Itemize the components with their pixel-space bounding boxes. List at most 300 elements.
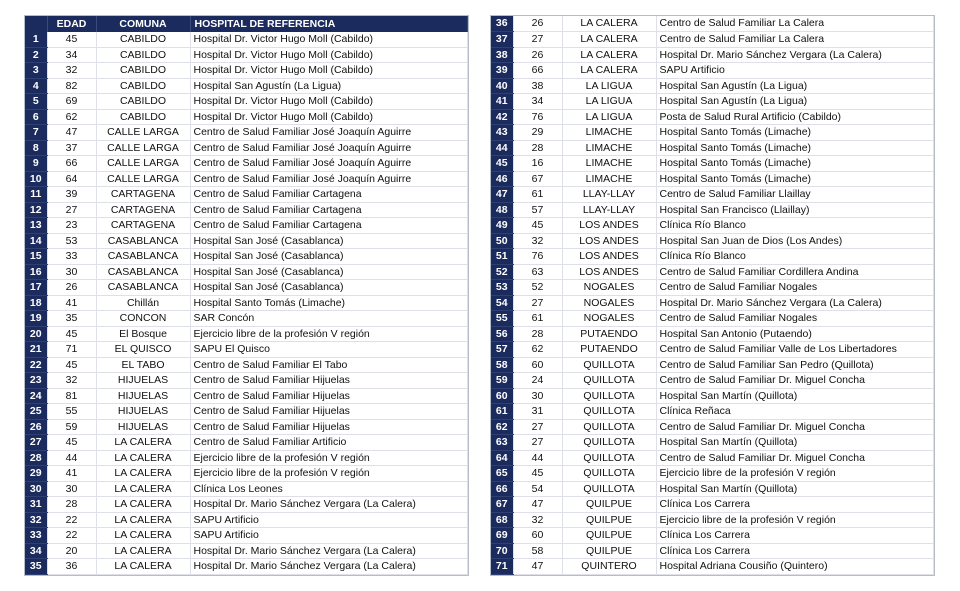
- hospital-cell: Centro de Salud Familiar La Calera: [656, 16, 934, 32]
- commune-cell: CABILDO: [96, 109, 190, 125]
- age-cell: 62: [47, 109, 96, 125]
- commune-cell: LIMACHE: [562, 156, 656, 172]
- row-number: 41: [491, 94, 513, 110]
- commune-header: COMUNA: [96, 16, 190, 32]
- row-number: 66: [491, 481, 513, 497]
- age-cell: 45: [47, 357, 96, 373]
- age-cell: 28: [513, 140, 562, 156]
- table-row: [25, 125, 468, 141]
- row-number: 68: [491, 512, 513, 528]
- commune-cell: CASABLANCA: [96, 249, 190, 265]
- row-number: 51: [491, 249, 513, 265]
- hospital-cell: Clínica Los Carrera: [656, 543, 934, 559]
- row-number: 17: [25, 280, 47, 296]
- age-cell: 45: [513, 218, 562, 234]
- row-number: 34: [25, 543, 47, 559]
- row-number: 48: [491, 202, 513, 218]
- commune-cell: NOGALES: [562, 295, 656, 311]
- hospital-cell: Ejercicio libre de la profesión V región: [656, 466, 934, 482]
- age-cell: 66: [513, 63, 562, 79]
- row-number: 19: [25, 311, 47, 327]
- left-table: [24, 15, 469, 576]
- commune-cell: LA CALERA: [96, 466, 190, 482]
- hospital-cell: Centro de Salud Familiar Dr. Miguel Concha: [656, 419, 934, 435]
- table-row: [25, 342, 468, 358]
- hospital-cell: Hospital San Martín (Quillota): [656, 388, 934, 404]
- age-cell: 30: [513, 388, 562, 404]
- hospital-cell: Hospital Adriana Cousiño (Quintero): [656, 559, 934, 575]
- hospital-cell: Hospital Dr. Mario Sánchez Vergara (La Calera): [656, 47, 934, 63]
- hospital-cell: Hospital Dr. Victor Hugo Moll (Cabildo): [190, 94, 468, 110]
- hospital-cell: Centro de Salud Familiar Cordillera Andina: [656, 264, 934, 280]
- commune-cell: HIJUELAS: [96, 404, 190, 420]
- commune-cell: CASABLANCA: [96, 264, 190, 280]
- right-table: [490, 15, 935, 576]
- age-cell: 34: [513, 94, 562, 110]
- row-number: 35: [25, 559, 47, 575]
- age-cell: 63: [513, 264, 562, 280]
- row-number: 60: [491, 388, 513, 404]
- commune-cell: EL TABO: [96, 357, 190, 373]
- age-cell: 69: [47, 94, 96, 110]
- table-row: [25, 497, 468, 513]
- row-number: 9: [25, 156, 47, 172]
- age-cell: 32: [47, 63, 96, 79]
- hospital-cell: Centro de Salud Familiar Nogales: [656, 311, 934, 327]
- table-row: [25, 373, 468, 389]
- header-row: [25, 16, 468, 32]
- age-cell: 45: [47, 326, 96, 342]
- table-row: [25, 249, 468, 265]
- commune-cell: QUILPUE: [562, 543, 656, 559]
- table-row: [491, 419, 934, 435]
- table-row: [491, 171, 934, 187]
- commune-cell: QUILLOTA: [562, 373, 656, 389]
- hospital-cell: Hospital San Agustín (La Ligua): [656, 78, 934, 94]
- commune-cell: CARTAGENA: [96, 218, 190, 234]
- row-number: 16: [25, 264, 47, 280]
- hospital-cell: Centro de Salud Familiar San Pedro (Quillota): [656, 357, 934, 373]
- hospital-cell: Hospital San Antonio (Putaendo): [656, 326, 934, 342]
- age-cell: 44: [47, 450, 96, 466]
- commune-cell: LA CALERA: [562, 47, 656, 63]
- hospital-cell: Centro de Salud Familiar Valle de Los Libertadores: [656, 342, 934, 358]
- hospital-cell: Hospital Dr. Victor Hugo Moll (Cabildo): [190, 32, 468, 48]
- commune-cell: LOS ANDES: [562, 249, 656, 265]
- row-number: 27: [25, 435, 47, 451]
- row-number: 1: [25, 32, 47, 48]
- age-cell: 20: [47, 543, 96, 559]
- commune-cell: LOS ANDES: [562, 218, 656, 234]
- age-cell: 41: [47, 295, 96, 311]
- table-row: [25, 466, 468, 482]
- row-number: 40: [491, 78, 513, 94]
- commune-cell: CASABLANCA: [96, 280, 190, 296]
- commune-cell: LA LIGUA: [562, 78, 656, 94]
- hospital-cell: SAPU El Quisco: [190, 342, 468, 358]
- hospital-cell: Hospital Dr. Victor Hugo Moll (Cabildo): [190, 47, 468, 63]
- row-number: 50: [491, 233, 513, 249]
- commune-cell: QUILLOTA: [562, 466, 656, 482]
- hospital-cell: Ejercicio libre de la profesión V región: [190, 450, 468, 466]
- age-cell: 45: [47, 32, 96, 48]
- commune-cell: NOGALES: [562, 280, 656, 296]
- row-number: 63: [491, 435, 513, 451]
- table-row: [491, 528, 934, 544]
- age-cell: 54: [513, 481, 562, 497]
- row-number: 55: [491, 311, 513, 327]
- age-cell: 57: [513, 202, 562, 218]
- hospital-cell: SAPU Artificio: [656, 63, 934, 79]
- hospital-cell: Centro de Salud Familiar Llaillay: [656, 187, 934, 203]
- commune-cell: QUILPUE: [562, 497, 656, 513]
- hospital-cell: Hospital Santo Tomás (Limache): [656, 156, 934, 172]
- commune-cell: EL QUISCO: [96, 342, 190, 358]
- table-row: [25, 450, 468, 466]
- hospital-cell: Hospital Dr. Mario Sánchez Vergara (La Calera): [656, 295, 934, 311]
- row-number: 13: [25, 218, 47, 234]
- commune-cell: HIJUELAS: [96, 388, 190, 404]
- commune-cell: CASABLANCA: [96, 233, 190, 249]
- row-number: 39: [491, 63, 513, 79]
- age-cell: 52: [513, 280, 562, 296]
- table-row: [491, 497, 934, 513]
- age-cell: 76: [513, 249, 562, 265]
- commune-cell: LIMACHE: [562, 140, 656, 156]
- commune-cell: CABILDO: [96, 32, 190, 48]
- hospital-cell: Hospital San José (Casablanca): [190, 233, 468, 249]
- row-number: 56: [491, 326, 513, 342]
- hospital-cell: SAPU Artificio: [190, 528, 468, 544]
- age-cell: 66: [47, 156, 96, 172]
- hospital-header: HOSPITAL DE REFERENCIA: [190, 16, 468, 32]
- table-row: [491, 388, 934, 404]
- age-cell: 45: [47, 435, 96, 451]
- table-row: [25, 233, 468, 249]
- table-row: [491, 543, 934, 559]
- commune-cell: QUILLOTA: [562, 357, 656, 373]
- age-cell: 29: [513, 125, 562, 141]
- row-number: 52: [491, 264, 513, 280]
- hospital-cell: Hospital Dr. Mario Sánchez Vergara (La Calera): [190, 559, 468, 575]
- row-number: 21: [25, 342, 47, 358]
- row-number: 69: [491, 528, 513, 544]
- table-row: [25, 435, 468, 451]
- hospital-cell: Centro de Salud Familiar Cartagena: [190, 202, 468, 218]
- row-number: 25: [25, 404, 47, 420]
- left-table-body: [25, 32, 468, 575]
- row-number: 30: [25, 481, 47, 497]
- commune-cell: LA CALERA: [96, 528, 190, 544]
- commune-cell: LA LIGUA: [562, 94, 656, 110]
- table-row: [491, 63, 934, 79]
- table-row: [491, 94, 934, 110]
- row-number: 6: [25, 109, 47, 125]
- age-cell: 33: [47, 249, 96, 265]
- hospital-cell: Hospital Dr. Victor Hugo Moll (Cabildo): [190, 63, 468, 79]
- commune-cell: CALLE LARGA: [96, 125, 190, 141]
- row-number: 7: [25, 125, 47, 141]
- row-number: 12: [25, 202, 47, 218]
- row-number: 11: [25, 187, 47, 203]
- commune-cell: CABILDO: [96, 63, 190, 79]
- age-header: EDAD: [47, 16, 96, 32]
- table-row: [491, 218, 934, 234]
- commune-cell: CARTAGENA: [96, 187, 190, 203]
- table-row: [491, 125, 934, 141]
- table-row: [491, 264, 934, 280]
- age-cell: 32: [513, 233, 562, 249]
- row-number: 33: [25, 528, 47, 544]
- hospital-cell: Hospital San Francisco (Llaillay): [656, 202, 934, 218]
- table-row: [491, 512, 934, 528]
- hospital-cell: Centro de Salud Familiar Artificio: [190, 435, 468, 451]
- table-row: [25, 357, 468, 373]
- commune-cell: CALLE LARGA: [96, 156, 190, 172]
- age-cell: 67: [513, 171, 562, 187]
- age-cell: 38: [513, 78, 562, 94]
- commune-cell: LA CALERA: [96, 543, 190, 559]
- commune-cell: LA CALERA: [562, 32, 656, 48]
- commune-cell: LOS ANDES: [562, 233, 656, 249]
- commune-cell: QUILLOTA: [562, 419, 656, 435]
- table-row: [25, 295, 468, 311]
- hospital-cell: Hospital Santo Tomás (Limache): [656, 171, 934, 187]
- table-row: [25, 528, 468, 544]
- commune-cell: QUILLOTA: [562, 388, 656, 404]
- hospital-cell: Hospital Santo Tomás (Limache): [190, 295, 468, 311]
- age-cell: 44: [513, 450, 562, 466]
- hospital-cell: Centro de Salud Familiar La Calera: [656, 32, 934, 48]
- age-cell: 71: [47, 342, 96, 358]
- commune-cell: CONCON: [96, 311, 190, 327]
- commune-cell: CABILDO: [96, 47, 190, 63]
- age-cell: 22: [47, 528, 96, 544]
- commune-cell: HIJUELAS: [96, 419, 190, 435]
- hospital-cell: Posta de Salud Rural Artificio (Cabildo): [656, 109, 934, 125]
- table-row: [491, 202, 934, 218]
- table-row: [25, 481, 468, 497]
- right-table-body: [491, 16, 934, 574]
- age-cell: 30: [47, 481, 96, 497]
- row-number: 29: [25, 466, 47, 482]
- table-row: [25, 78, 468, 94]
- age-cell: 62: [513, 342, 562, 358]
- row-number: 64: [491, 450, 513, 466]
- table-row: [25, 202, 468, 218]
- table-row: [25, 140, 468, 156]
- hospital-cell: Centro de Salud Familiar José Joaquín Aguirre: [190, 140, 468, 156]
- row-number: 8: [25, 140, 47, 156]
- hospital-cell: Clínica Río Blanco: [656, 249, 934, 265]
- hospital-cell: Hospital Dr. Mario Sánchez Vergara (La Calera): [190, 497, 468, 513]
- row-number: 5: [25, 94, 47, 110]
- commune-cell: QUILLOTA: [562, 481, 656, 497]
- table-row: [491, 16, 934, 32]
- commune-cell: QUILPUE: [562, 512, 656, 528]
- age-cell: 28: [47, 497, 96, 513]
- table-row: [491, 357, 934, 373]
- hospital-cell: SAR Concón: [190, 311, 468, 327]
- age-cell: 58: [513, 543, 562, 559]
- hospital-cell: Centro de Salud Familiar Hijuelas: [190, 419, 468, 435]
- age-cell: 47: [47, 125, 96, 141]
- hospital-cell: Hospital San Martín (Quillota): [656, 435, 934, 451]
- row-number: 31: [25, 497, 47, 513]
- row-number: 61: [491, 404, 513, 420]
- hospital-cell: Ejercicio libre de la profesión V región: [190, 326, 468, 342]
- age-cell: 47: [513, 497, 562, 513]
- row-number: 3: [25, 63, 47, 79]
- table-row: [491, 404, 934, 420]
- hospital-cell: Centro de Salud Familiar Dr. Miguel Concha: [656, 373, 934, 389]
- table-row: [491, 311, 934, 327]
- table-row: [491, 78, 934, 94]
- row-number: 46: [491, 171, 513, 187]
- row-number: 37: [491, 32, 513, 48]
- commune-cell: LA CALERA: [96, 497, 190, 513]
- commune-cell: QUILLOTA: [562, 404, 656, 420]
- age-cell: 22: [47, 512, 96, 528]
- commune-cell: LIMACHE: [562, 171, 656, 187]
- table-row: [491, 233, 934, 249]
- table-row: [25, 47, 468, 63]
- commune-cell: LA CALERA: [96, 512, 190, 528]
- age-cell: 26: [47, 280, 96, 296]
- commune-cell: QUILLOTA: [562, 435, 656, 451]
- age-cell: 37: [47, 140, 96, 156]
- hospital-cell: Centro de Salud Familiar Hijuelas: [190, 404, 468, 420]
- commune-cell: PUTAENDO: [562, 326, 656, 342]
- hospital-cell: Hospital San José (Casablanca): [190, 280, 468, 296]
- hospital-cell: Clínica Los Leones: [190, 481, 468, 497]
- hospital-cell: Centro de Salud Familiar El Tabo: [190, 357, 468, 373]
- commune-cell: CABILDO: [96, 94, 190, 110]
- age-cell: 81: [47, 388, 96, 404]
- table-row: [25, 543, 468, 559]
- hospital-cell: Hospital Santo Tomás (Limache): [656, 140, 934, 156]
- hospital-cell: Centro de Salud Familiar José Joaquín Aguirre: [190, 156, 468, 172]
- commune-cell: LA CALERA: [562, 16, 656, 32]
- hospital-cell: Hospital Santo Tomás (Limache): [656, 125, 934, 141]
- row-number: 53: [491, 280, 513, 296]
- table-row: [491, 481, 934, 497]
- row-number: 47: [491, 187, 513, 203]
- age-cell: 53: [47, 233, 96, 249]
- hospital-cell: Centro de Salud Familiar José Joaquín Aguirre: [190, 125, 468, 141]
- table-row: [25, 264, 468, 280]
- age-cell: 32: [513, 512, 562, 528]
- commune-cell: Chillán: [96, 295, 190, 311]
- hospital-cell: Centro de Salud Familiar Nogales: [656, 280, 934, 296]
- commune-cell: HIJUELAS: [96, 373, 190, 389]
- row-number: 18: [25, 295, 47, 311]
- table-row: [25, 559, 468, 575]
- table-row: [491, 450, 934, 466]
- table-row: [491, 156, 934, 172]
- row-number: 2: [25, 47, 47, 63]
- commune-cell: LA CALERA: [96, 435, 190, 451]
- table-row: [491, 140, 934, 156]
- age-cell: 59: [47, 419, 96, 435]
- row-number: 45: [491, 156, 513, 172]
- row-number: 38: [491, 47, 513, 63]
- hospital-cell: Hospital San Martín (Quillota): [656, 481, 934, 497]
- age-cell: 35: [47, 311, 96, 327]
- table-row: [491, 249, 934, 265]
- row-number: 62: [491, 419, 513, 435]
- hospital-cell: Hospital San Juan de Dios (Los Andes): [656, 233, 934, 249]
- commune-cell: CARTAGENA: [96, 202, 190, 218]
- commune-cell: CABILDO: [96, 78, 190, 94]
- hospital-cell: SAPU Artificio: [190, 512, 468, 528]
- age-cell: 64: [47, 171, 96, 187]
- commune-cell: LA CALERA: [96, 481, 190, 497]
- age-cell: 36: [47, 559, 96, 575]
- table-row: [25, 94, 468, 110]
- age-cell: 60: [513, 528, 562, 544]
- table-row: [491, 187, 934, 203]
- num-header: [25, 16, 47, 32]
- row-number: 67: [491, 497, 513, 513]
- table-row: [491, 295, 934, 311]
- table-row: [25, 32, 468, 48]
- row-number: 14: [25, 233, 47, 249]
- table-row: [491, 280, 934, 296]
- row-number: 49: [491, 218, 513, 234]
- table-row: [25, 388, 468, 404]
- table-row: [25, 280, 468, 296]
- commune-cell: LOS ANDES: [562, 264, 656, 280]
- hospital-cell: Centro de Salud Familiar Cartagena: [190, 218, 468, 234]
- row-number: 70: [491, 543, 513, 559]
- hospital-cell: Centro de Salud Familiar José Joaquín Aguirre: [190, 171, 468, 187]
- table-row: [491, 342, 934, 358]
- table-row: [491, 466, 934, 482]
- age-cell: 31: [513, 404, 562, 420]
- commune-cell: LA CALERA: [562, 63, 656, 79]
- age-cell: 55: [47, 404, 96, 420]
- row-number: 20: [25, 326, 47, 342]
- age-cell: 28: [513, 326, 562, 342]
- hospital-cell: Ejercicio libre de la profesión V región: [190, 466, 468, 482]
- age-cell: 26: [513, 47, 562, 63]
- age-cell: 61: [513, 311, 562, 327]
- commune-cell: CALLE LARGA: [96, 171, 190, 187]
- row-number: 28: [25, 450, 47, 466]
- row-number: 23: [25, 373, 47, 389]
- commune-cell: QUILPUE: [562, 528, 656, 544]
- age-cell: 27: [513, 419, 562, 435]
- table-row: [25, 63, 468, 79]
- table-row: [491, 435, 934, 451]
- age-cell: 27: [513, 435, 562, 451]
- commune-cell: QUINTERO: [562, 559, 656, 575]
- age-cell: 45: [513, 466, 562, 482]
- table-row: [491, 559, 934, 575]
- commune-cell: LLAY-LLAY: [562, 187, 656, 203]
- row-number: 59: [491, 373, 513, 389]
- age-cell: 61: [513, 187, 562, 203]
- age-cell: 26: [513, 16, 562, 32]
- age-cell: 27: [47, 202, 96, 218]
- age-cell: 30: [47, 264, 96, 280]
- row-number: 65: [491, 466, 513, 482]
- commune-cell: PUTAENDO: [562, 342, 656, 358]
- age-cell: 41: [47, 466, 96, 482]
- age-cell: 82: [47, 78, 96, 94]
- row-number: 4: [25, 78, 47, 94]
